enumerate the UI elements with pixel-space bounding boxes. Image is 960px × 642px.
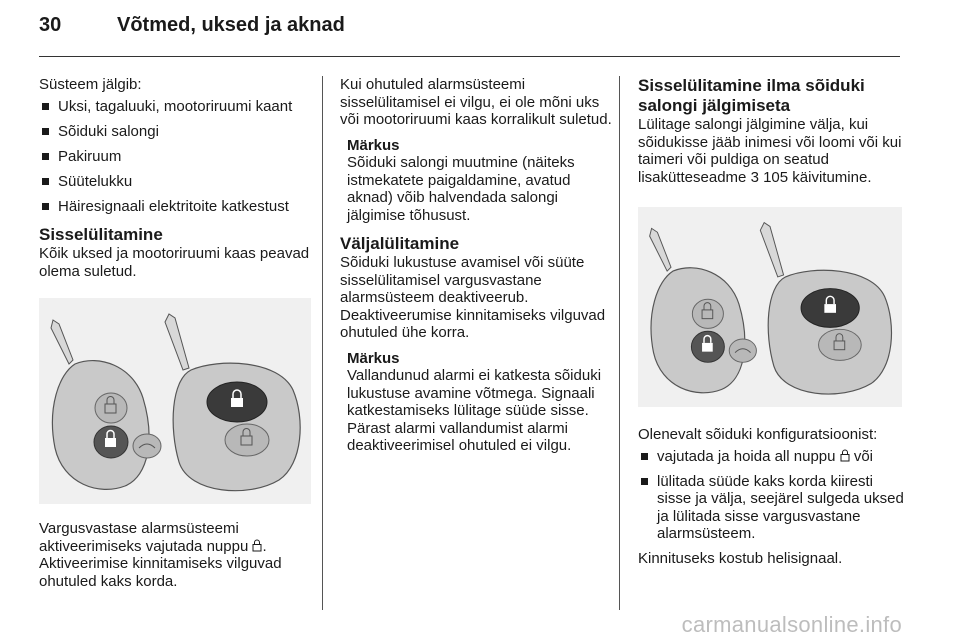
page-ref-arrow[interactable]: 3 — [750, 168, 759, 186]
list-item: Süütelukku — [39, 173, 311, 191]
note-box — [347, 350, 612, 455]
note-label: Märkus — [347, 136, 400, 154]
note-box — [347, 137, 612, 225]
activation-text-end: . Aktiveerimise kinnitamiseks vilguvad ohutuled kaks korda. — [39, 537, 282, 590]
watermark: carmanualsonline.info — [681, 612, 902, 637]
section-text-start: Lülitage salongi jälgimine välja, kui sõidukisse jääb inimesi või loomi või kui taimeri või puldiga on seatud lisakütteseadme — [638, 116, 902, 186]
key-fob-illustration — [39, 298, 311, 504]
options-list — [638, 448, 910, 543]
note-label: Märkus — [347, 349, 400, 367]
list-item: Sõiduki salongi — [39, 123, 311, 141]
option-text-end: või — [849, 447, 873, 465]
column-3 — [638, 76, 910, 568]
list-item: Pakiruum — [39, 148, 311, 166]
confirmation-text: Kinnituseks kostub helisignaal. — [638, 550, 843, 567]
monitor-intro: Süsteem jälgib: — [39, 76, 142, 93]
lock-button-icon — [252, 539, 262, 552]
section-text — [638, 116, 910, 186]
list-item: lülitada süüde kaks korda kiiresti sisse ja välja, seejärel sulgeda uksed ja lülitada sisse vargusvastane alarmsüsteem. — [638, 473, 910, 543]
column-2 — [340, 76, 612, 463]
list-item — [638, 448, 910, 466]
activation-text — [39, 520, 311, 590]
column-1 — [39, 76, 311, 590]
column-divider — [619, 76, 620, 610]
list-item: Häiresignaali elektritoite katkestust — [39, 198, 311, 216]
lead-text: Kui ohutuled alarmsüsteemi sisselülitamisel ei vilgu, ei ole mõni uks või mootoriruumi kaas korralikult suletud. — [340, 76, 612, 128]
arming-heading: Sisselülitamine — [39, 225, 163, 244]
disarm-text: Sõiduki lukustuse avamisel või süüte sisselülitamisel vargusvastane alarmsüsteem deaktiveerub. Deaktiveerumise kinnitamiseks vilguvad ohutuled ühe korra. — [340, 254, 606, 341]
options-intro: Olenevalt sõiduki konfiguratsioonist: — [638, 426, 878, 443]
note-text: Vallandunud alarmi ei katkesta sõiduki lukustuse avamine võtmega. Signaali katkestamiseks lülitage süüde sisse. Pärast alarmi vallandumist alarmi deaktiveerimisel ohutuled ei vilgu. — [347, 367, 602, 454]
chapter-title: Võtmed, uksed ja aknad — [117, 14, 345, 36]
monitor-list — [39, 98, 311, 216]
list-item: Uksi, tagaluuki, mootoriruumi kaant — [39, 98, 311, 116]
column-divider — [322, 76, 323, 610]
note-text: Sõiduki salongi muutmine (näiteks istmekatete paigaldamine, avatud aknad) võib halvendada salongi jälgimise tõhusust. — [347, 154, 575, 224]
key-fob-illustration — [638, 204, 910, 410]
page-number: 30 — [39, 14, 62, 36]
header-divider — [39, 56, 900, 57]
page-ref[interactable]: 105 käivitumine. — [763, 168, 872, 186]
disarm-heading: Väljalülitamine — [340, 234, 460, 253]
activation-text-start: Vargusvastase alarmsüsteemi aktiveerimiseks vajutada nuppu — [39, 520, 249, 555]
section-heading: Sisselülitamine ilma sõiduki salongi jälgimiseta — [638, 76, 865, 115]
option-text-start: vajutada ja hoida all nuppu — [657, 447, 836, 465]
arming-text: Kõik uksed ja mootoriruumi kaas peavad olema suletud. — [39, 245, 310, 280]
lock-button-icon — [840, 449, 850, 462]
